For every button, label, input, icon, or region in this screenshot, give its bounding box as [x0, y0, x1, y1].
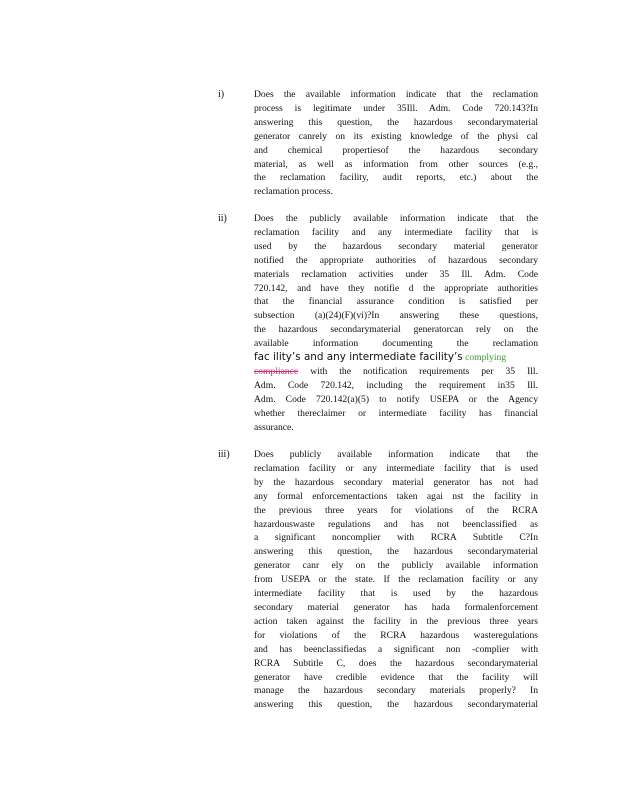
text-line: intermediate facility that is used by the hazardous — [254, 588, 538, 600]
text-line: and has beenclassifiedas a significant non -complier with — [254, 643, 538, 655]
text-line: any formal enforcementactions taken agai nst the facility in — [254, 490, 538, 502]
item-text — [254, 212, 538, 435]
text-line: from USEPA or the state. If the reclamation facility or any — [254, 574, 538, 586]
text-line: generator have credible evidence that the facility will — [254, 671, 538, 683]
text-line: the previous three years for violations of the RCRA — [254, 504, 538, 516]
text-line: and chemical propertiesof the hazardous secondary — [254, 144, 538, 156]
text-line: used by the hazardous secondary material generator — [254, 240, 538, 252]
text-line: reclamation process. — [254, 186, 333, 198]
text-line: reclamation facility and any intermediate facility that is — [254, 226, 538, 238]
text-line: a significant noncomplier with RCRA Subtitle C?In — [254, 532, 538, 544]
text-line: the reclamation facility, audit reports, etc.) about the — [254, 172, 538, 184]
text-line: Does the publicly available information indicate that the — [254, 213, 538, 224]
text-line: answering this question, the hazardous secondarymaterial — [254, 546, 538, 558]
text-line-with-insertion — [254, 351, 538, 365]
inserted-text: complying — [465, 352, 507, 364]
text-line: whether thereclaimer or intermediate facility has financial — [254, 407, 538, 419]
text-line: materials reclamation activities under 35 Ill. Adm. Code — [254, 268, 538, 280]
text-line: that the financial assurance condition is satisfied per — [254, 296, 538, 308]
text-line: answering this question, the hazardous secondarymaterial — [254, 699, 538, 711]
item-text — [254, 88, 538, 199]
text-line: secondary material generator has hada formalenforcement — [254, 601, 538, 613]
item-number: iii) — [218, 449, 230, 460]
text-line: answering this question, the hazardous secondarymaterial — [254, 116, 538, 128]
facility-text: fac ility’s and any intermediate facility’s — [254, 351, 463, 364]
text-line: the hazardous secondarymaterial generatorcan rely on the — [254, 324, 538, 336]
text-line: RCRA Subtitle C, does the hazardous secondarymaterial — [254, 657, 538, 669]
text-after-deletion: with the notification requirements per 35 Ill. — [310, 365, 538, 377]
text-line: notified the appropriate authorities of hazardous secondary — [254, 254, 538, 266]
text-line: 720.142, and have they notifie d the appropriate authorities — [254, 282, 538, 294]
deleted-text: compliance — [254, 365, 299, 377]
item-number: i) — [218, 89, 225, 100]
text-line: manage the hazardous secondary materials properly? In — [254, 685, 538, 697]
text-line: assurance. — [254, 421, 294, 433]
item-number: ii) — [218, 213, 227, 224]
text-line: Adm. Code 720.142, including the requirement in35 Ill. — [254, 379, 538, 391]
text-line: Adm. Code 720.142(a)(5) to notify USEPA or the Agency — [254, 393, 538, 405]
text-line: process is legitimate under 35Ill. Adm. Code 720.143?In — [254, 102, 538, 114]
text-line: available information documenting the reclamation — [254, 338, 538, 350]
text-line: Does the available information indicate that the reclamation — [254, 89, 538, 100]
item-text — [254, 448, 538, 712]
text-line: reclamation facility or any intermediate facility that is used — [254, 462, 538, 474]
text-line: action taken against the facility in the previous three years — [254, 615, 538, 627]
text-line: subsection (a)(24)(F)(vi)?In answering these questions, — [254, 310, 538, 322]
text-line: generator canr ely on the publicly available information — [254, 560, 538, 572]
text-line: by the hazardous secondary material generator has not had — [254, 476, 538, 488]
text-line: hazardouswaste regulations and has not beenclassified as — [254, 518, 538, 530]
text-line: Does publicly available information indicate that the — [254, 449, 538, 460]
text-line: for violations of the RCRA hazardous wasteregulations — [254, 629, 538, 641]
text-line: generator canrely on its existing knowledge of the physi cal — [254, 130, 538, 142]
text-line: material, as well as information from other sources (e.g., — [254, 158, 538, 170]
text-line-with-deletion — [254, 365, 538, 379]
